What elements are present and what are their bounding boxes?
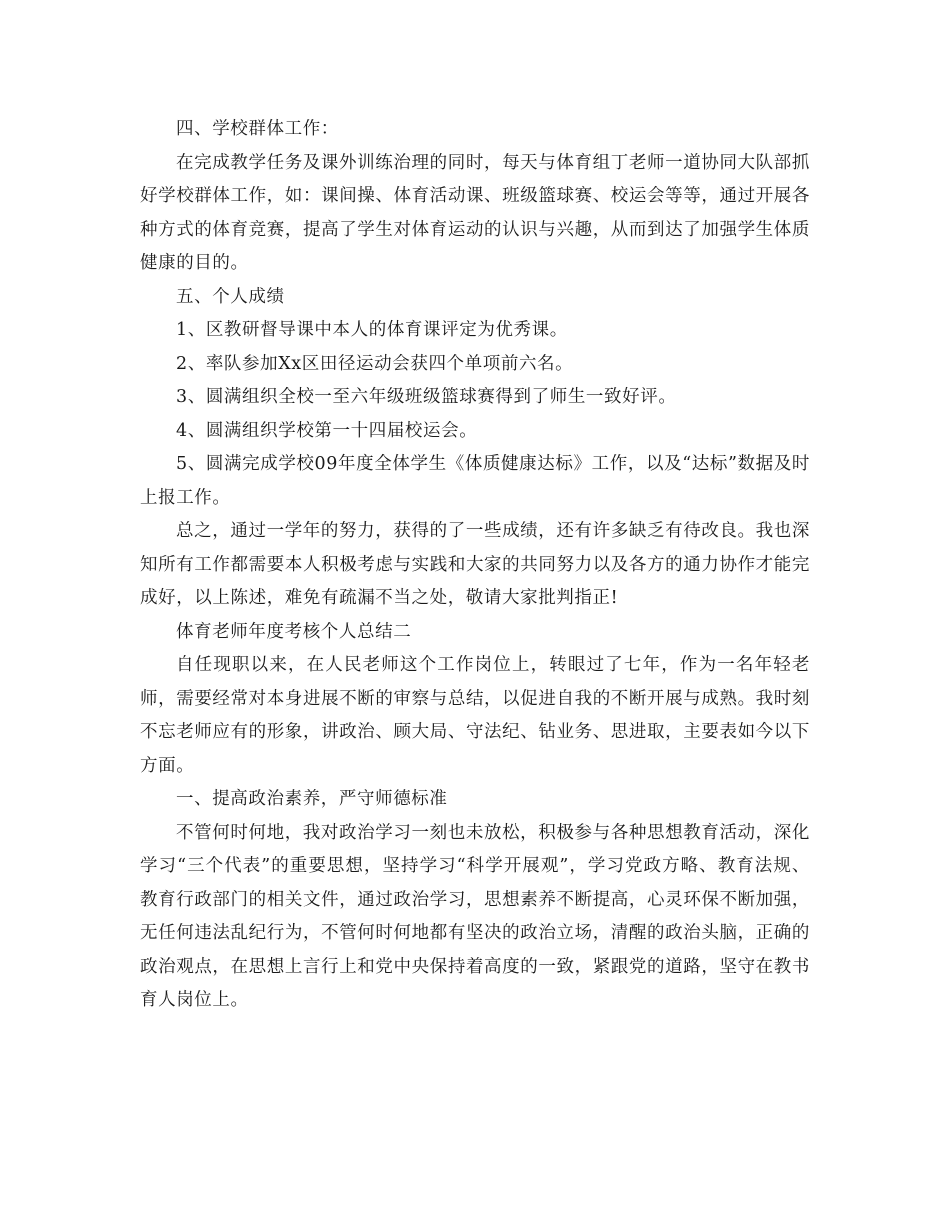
paragraph-group-work: 在完成教学任务及课外训练治理的同时，每天与体育组丁老师一道协同大队部抓好学校群体工作，如：课间操、体育活动课、班级篮球赛、校运会等等，通过开展各种方式的体育竞赛，提高了学生对体育运动的认识与兴趣，从而到达了加强学生体质健康的目的。 — [140, 152, 810, 273]
achievement-item-4: 4、圆满组织学校第一十四届校运会。 — [176, 420, 478, 441]
paragraph-political: 不管何时何地，我对政治学习一刻也未放松，积极参与各种思想教育活动，深化学习“三个代表”的重要思想，坚持学习“科学开展观”，学习党政方略、教育法规、教育行政部门的相关文件，通过政治学习，思想素养不断提高，心灵环保不断加强，无任何违法乱纪行为，不管何时何地都有坚决的政治立场，清醒的政治头脑，正确的政治观点，在思想上言行上和党中央保持着高度的一致，紧跟党的道路，坚守在教书育人岗位上。 — [140, 822, 810, 1010]
document-subtitle: 体育老师年度考核个人总结二 — [176, 621, 412, 642]
achievement-item-2: 2、率队参加Xx区田径运动会获四个单项前六名。 — [176, 353, 574, 374]
section-heading-political: 一、提高政治素养，严守师德标准 — [176, 789, 448, 809]
achievement-item-3: 3、圆满组织全校一至六年级班级篮球赛得到了师生一致好评。 — [176, 387, 677, 407]
achievement-item-5: 5、圆满完成学校09年度全体学生《体质健康达标》工作，以及“达标”数据及时上报工作。 — [140, 454, 810, 508]
paragraph-conclusion: 总之，通过一学年的努力，获得的了一些成绩，还有许多缺乏有待改良。我也深知所有工作都需要本人积极考虑与实践和大家的共同努力以及各方的通力协作才能完成好，以上陈述，难免有疏漏不当之处，敬请大家批判指正! — [140, 521, 810, 608]
document-body — [140, 113, 810, 1018]
achievement-item-1: 1、区教研督导课中本人的体育课评定为优秀课。 — [176, 320, 568, 340]
section-heading-achievements: 五、个人成绩 — [176, 286, 285, 307]
section-heading-group-work: 四、学校群体工作： — [176, 119, 339, 139]
paragraph-intro: 自任现职以来，在人民老师这个工作岗位上，转眼过了七年，作为一名年轻老师，需要经常对本身进展不断的审察与总结，以促进自我的不断开展与成熟。我时刻不忘老师应有的形象，讲政治、顾大局、守法纪、钻业务、思进取，主要表如今以下方面。 — [140, 655, 810, 776]
